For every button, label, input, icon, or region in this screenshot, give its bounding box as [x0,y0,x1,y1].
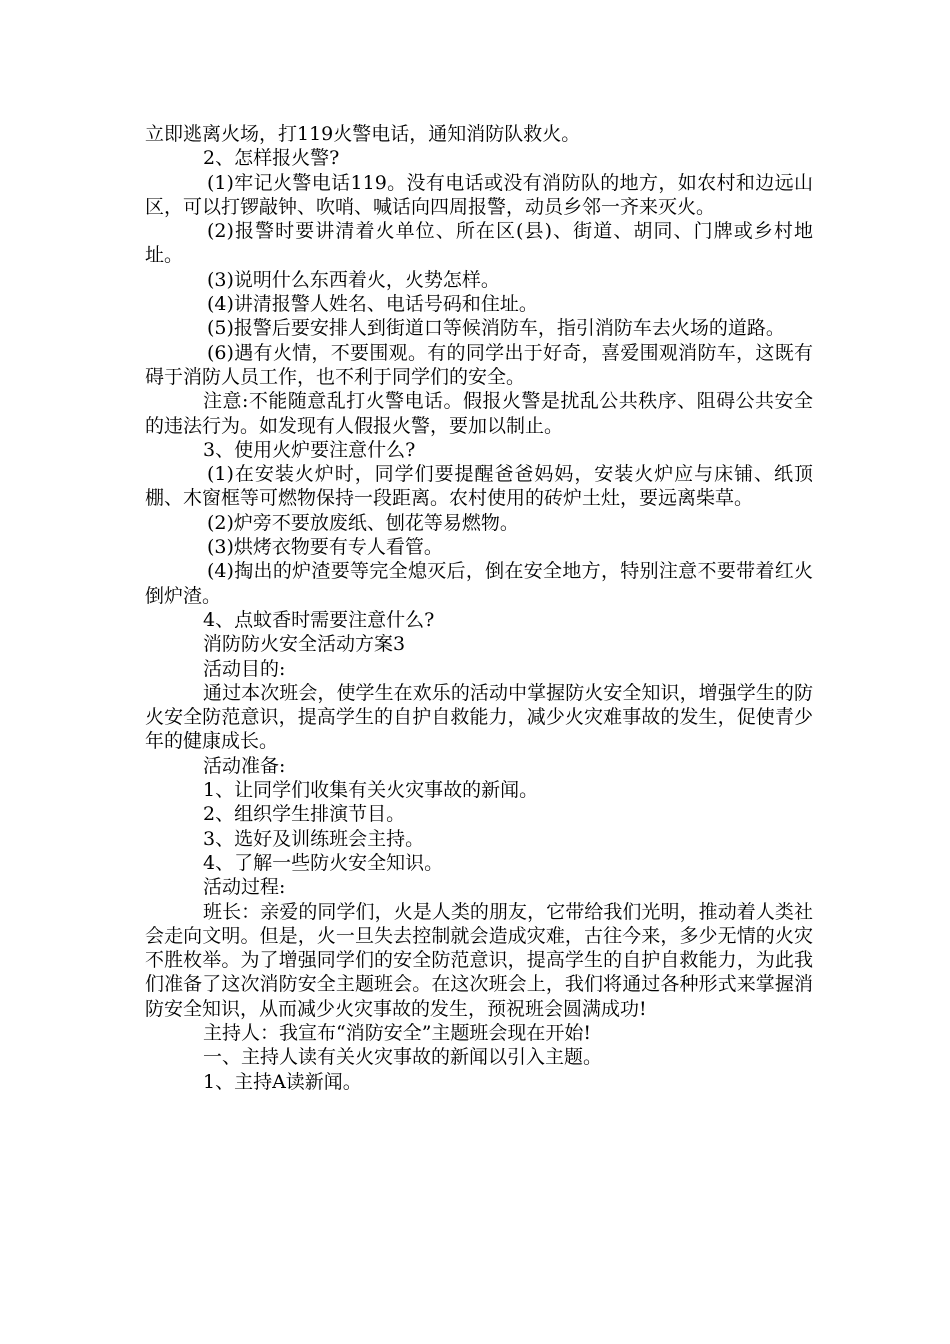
document-title: 消防防火安全活动方案3 [203,633,406,656]
paragraph: 通过本次班会，使学生在欢乐的活动中掌握防火安全知识，增强学生的防火安全防范意识，提高学生的自护自救能力，减少火灾难事故的发生，促使青少年的健康成长。 [145,681,813,753]
list-item: 4、了解一些防火安全知识。 [203,851,444,874]
paragraph: (2)炉旁不要放废纸、刨花等易燃物。 [207,511,519,534]
paragraph: (6)遇有火情，不要围观。有的同学出于好奇，喜爱围观消防车，这既有碍于消防人员工作，也不利于同学们的安全。 [145,341,813,388]
list-item: 1、让同学们收集有关火灾事故的新闻。 [203,779,539,802]
list-item: 2、组织学生排演节目。 [203,803,406,826]
paragraph: (3)说明什么东西着火，火势怎样。 [207,268,500,291]
paragraph: 班长：亲爱的同学们，火是人类的朋友，它带给我们光明，推动着人类社会走向文明。但是，火一旦失去控制就会造成灾难，古往今来，多少无情的火灾不胜枚举。为了增强同学们的安全防范意识，提高学生的自护自救能力，为此我们准备了这次消防安全主题班会。在这次班会上，我们将通过各种形式来掌握消防安全知识，从而减少火灾事故的发生，预祝班会圆满成功! [145,900,813,1020]
paragraph: (1)在安装火炉时，同学们要提醒爸爸妈妈，安装火炉应与床铺、纸顶棚、木窗框等可燃物保持一段距离。农村使用的砖炉土灶，要远离柴草。 [145,463,813,510]
paragraph: (4)掏出的炉渣要等完全熄灭后，倒在安全地方，特别注意不要带着红火倒炉渣。 [145,560,813,607]
paragraph: (4)讲清报警人姓名、电话号码和住址。 [207,293,538,316]
section-heading: 2、怎样报火警? [203,147,340,170]
section-heading: 3、使用火炉要注意什么? [203,438,416,461]
paragraph: 立即逃离火场，打119火警电话，通知消防队救火。 [145,123,581,145]
paragraph: 一、主持人读有关火灾事故的新闻以引入主题。 [203,1046,603,1069]
paragraph: (1)牢记火警电话119。没有电话或没有消防队的地方，如农村和边远山区，可以打锣敲钟、吹哨、喊话向四周报警，动员乡邻一齐来灭火。 [145,171,813,218]
section-heading: 活动目的: [203,657,286,680]
paragraph: (3)烘烤衣物要有专人看管。 [207,536,443,559]
paragraph: (5)报警后要安排人到街道口等候消防车，指引消防车去火场的道路。 [207,317,785,340]
paragraph: 注意:不能随意乱打火警电话。假报火警是扰乱公共秩序、阻碍公共安全的违法行为。如发现有人假报火警，要加以制止。 [145,390,813,437]
section-heading: 活动过程: [203,876,286,899]
section-heading: 4、点蚊香时需要注意什么? [203,608,435,631]
paragraph: 主持人：我宣布“消防安全”主题班会现在开始! [203,1021,592,1044]
paragraph: (2)报警时要讲清着火单位、所在区(县)、街道、胡同、门牌或乡村地址。 [145,220,813,267]
document-body [145,122,813,1094]
paragraph: 1、主持A读新闻。 [203,1070,362,1093]
list-item: 3、选好及训练班会主持。 [203,827,425,850]
section-heading: 活动准备: [203,754,286,777]
